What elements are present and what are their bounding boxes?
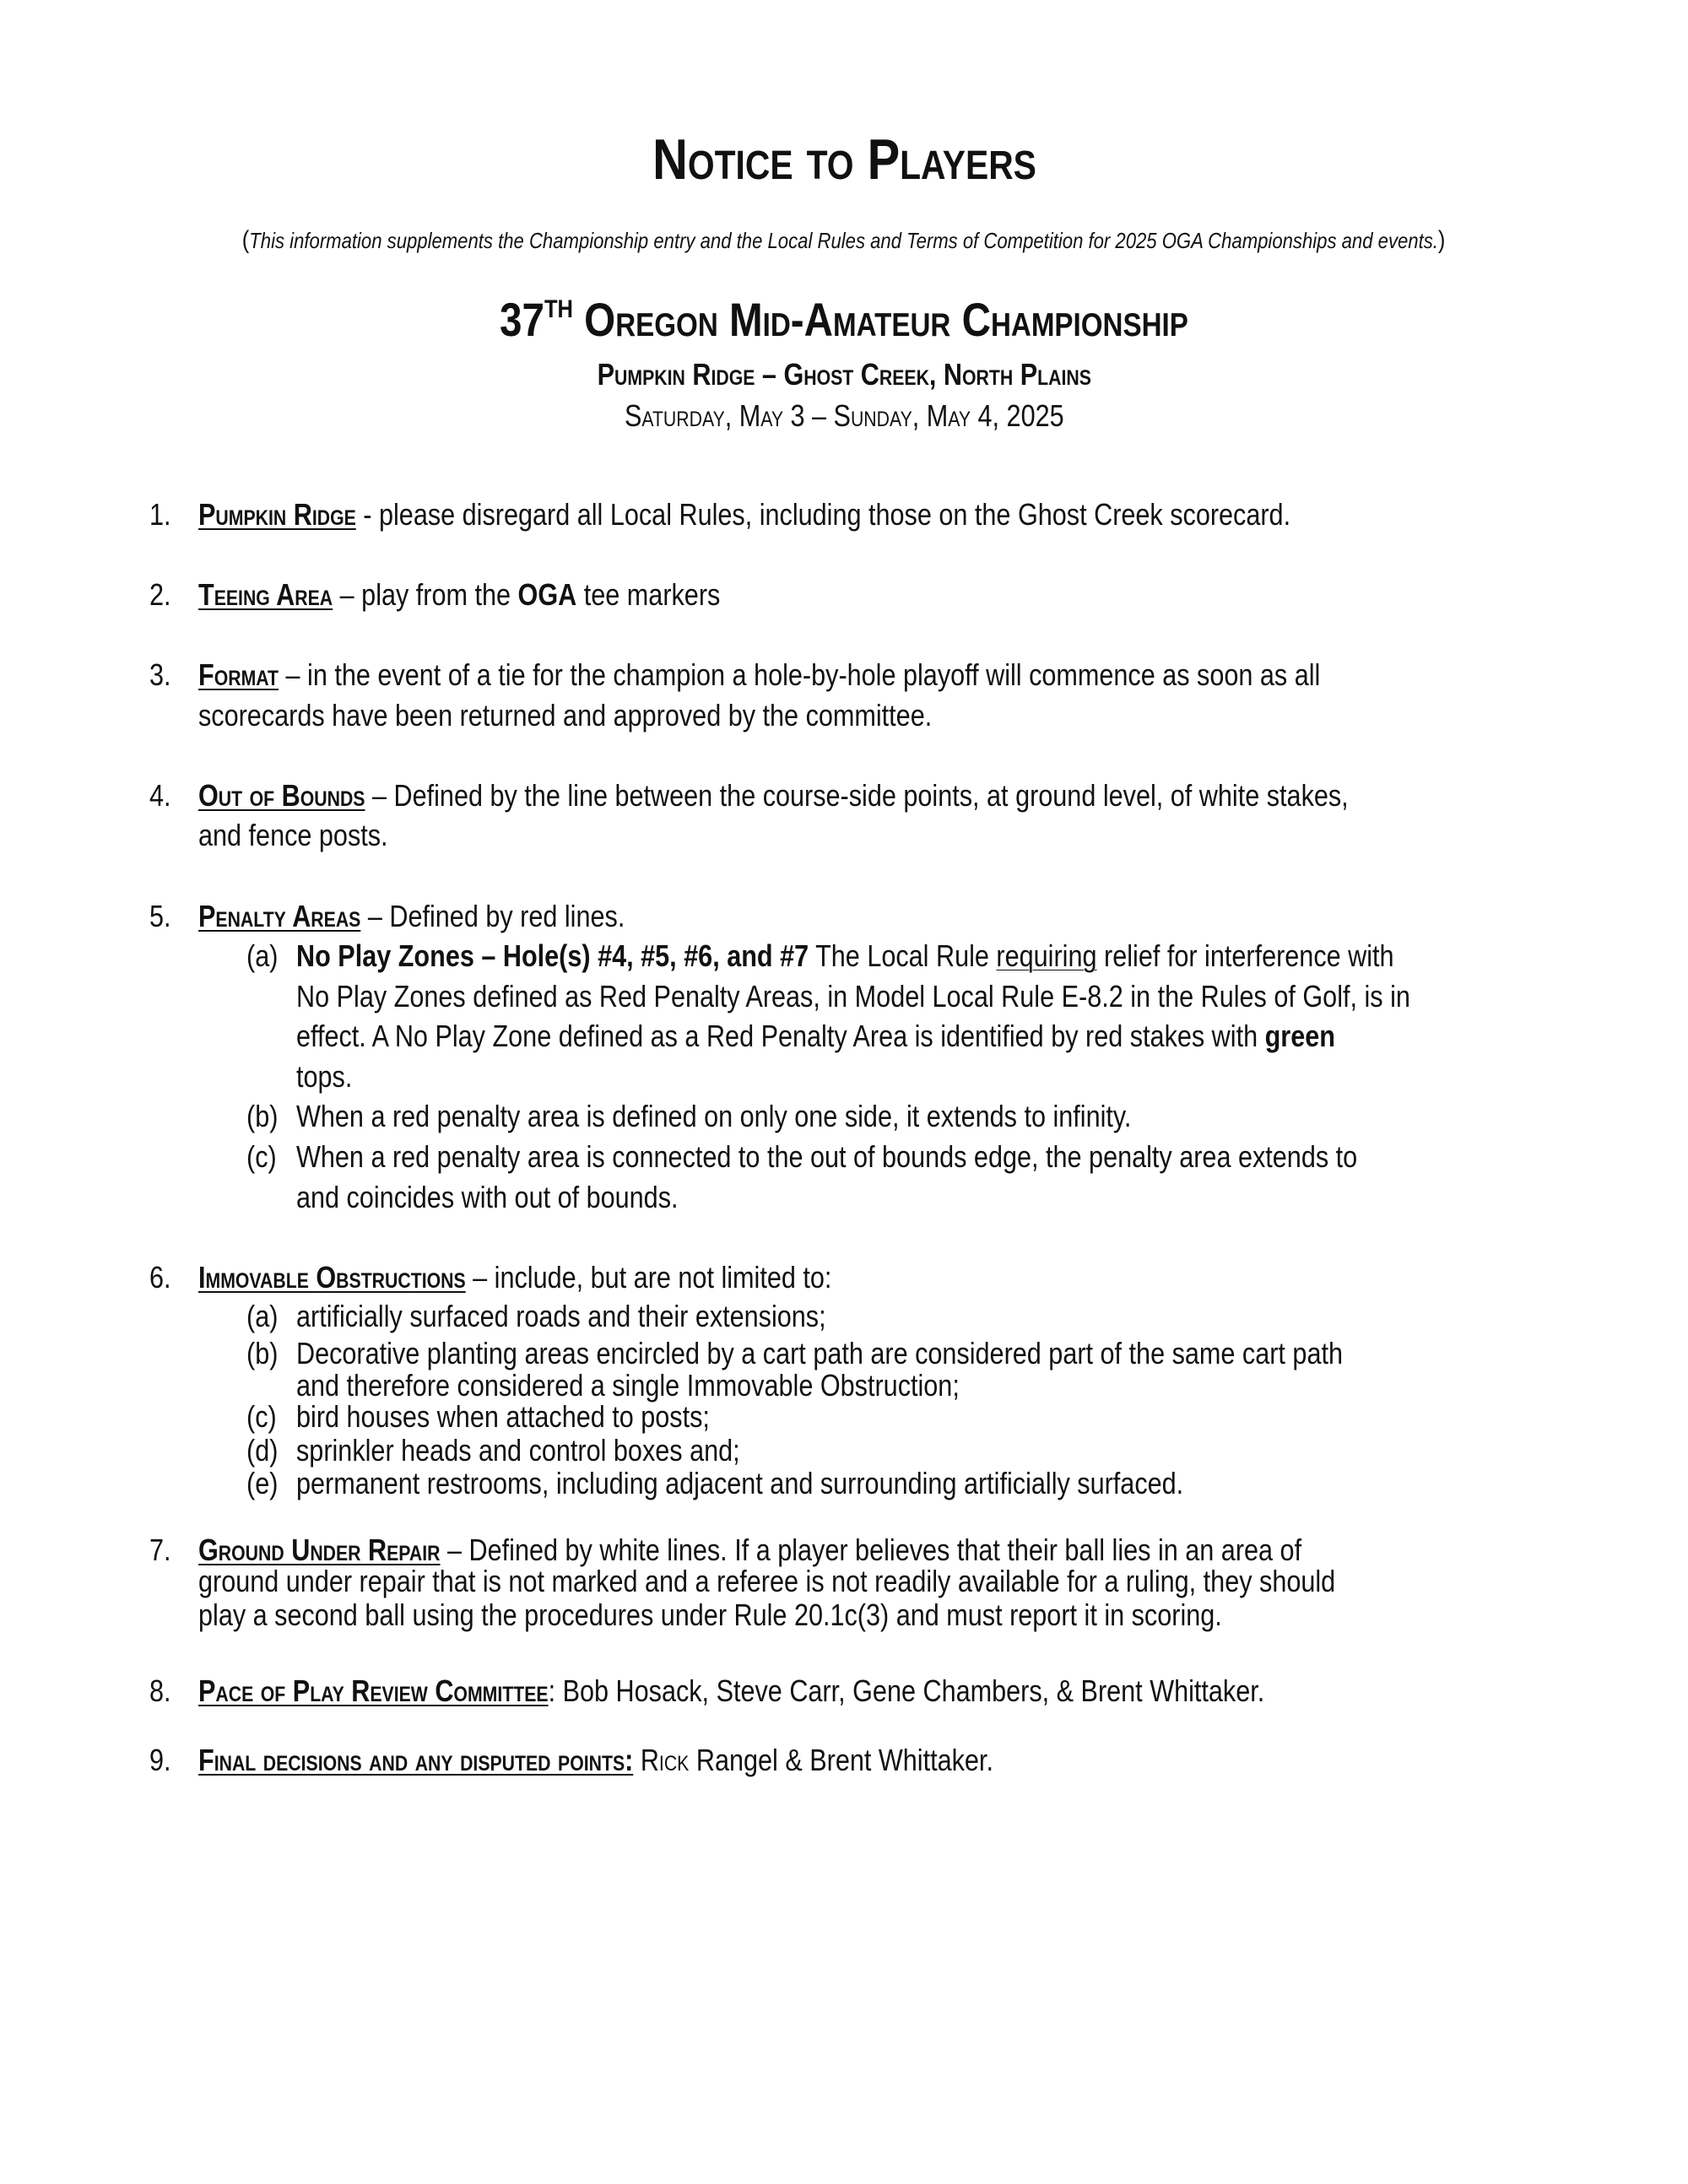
item-heading: Teeing Area xyxy=(198,577,333,612)
venue: Pumpkin Ridge – Ghost Creek, North Plains xyxy=(597,357,1091,392)
item-heading: Ground Under Repair xyxy=(198,1533,441,1567)
item-heading: Pumpkin Ridge xyxy=(198,497,356,532)
item-heading: Immovable Obstructions xyxy=(198,1260,466,1295)
subtitle-text: This information supplements the Championship entry and the Local Rules and Terms of Competition for 2025 OGA Championships and events. xyxy=(249,228,1439,253)
item-heading: Out of Bounds xyxy=(198,778,365,813)
page-title: Notice to Players xyxy=(652,127,1036,192)
item-heading: Format xyxy=(198,657,279,692)
item-heading: Penalty Areas xyxy=(198,899,361,933)
item-heading: Pace of Play Review Committee xyxy=(198,1673,549,1708)
item-heading: Final decisions and any disputed points: xyxy=(198,1743,634,1777)
championship-title: 37TH Oregon Mid-Amateur Championship xyxy=(500,293,1188,346)
dates: Saturday, May 3 – Sunday, May 4, 2025 xyxy=(624,398,1064,433)
subtitle: (This information supplements the Championship entry and the Local Rules and Terms of Competition for 2025 OGA Championships and events.) xyxy=(242,226,1446,254)
